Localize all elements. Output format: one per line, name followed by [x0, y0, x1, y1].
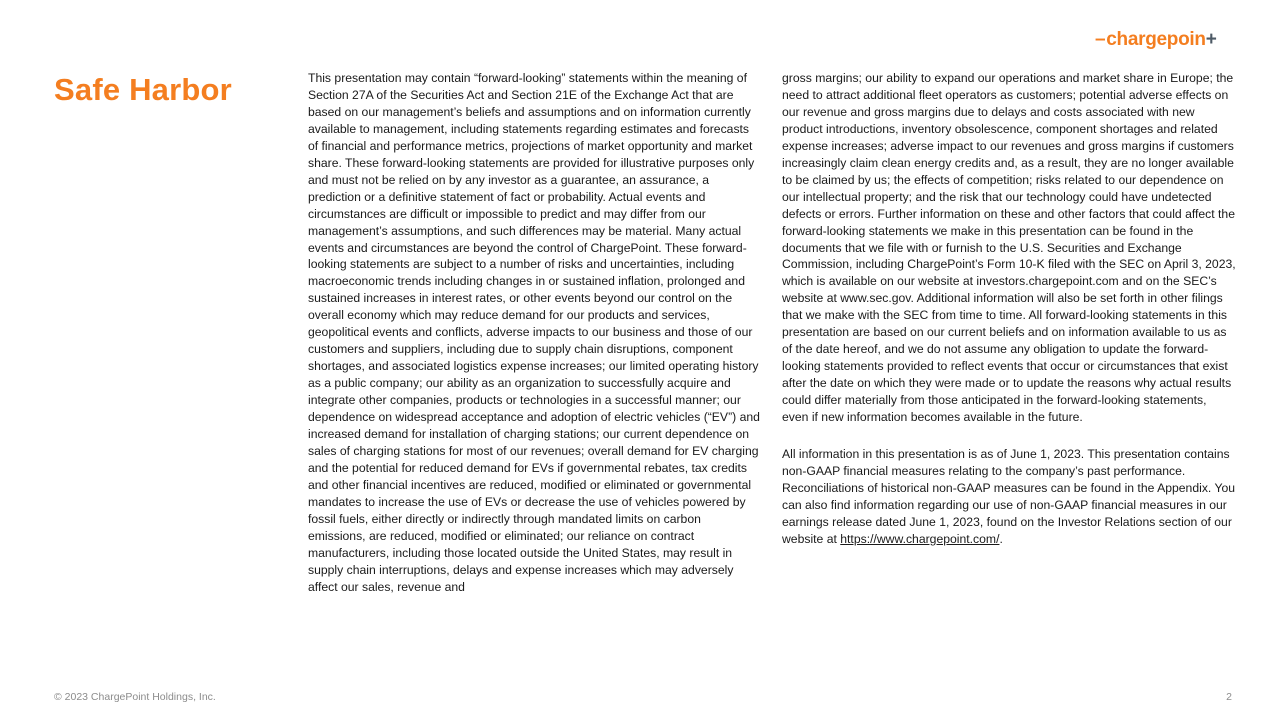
chargepoint-logo — [1095, 28, 1216, 52]
logo-dash: – — [1095, 29, 1106, 50]
logo-wordmark: chargepoin — [1106, 29, 1206, 50]
disclaimer-paragraph-left: This presentation may contain “forward-looking” statements within the meaning of Section 27A of the Securities Act and Section 21E of the Exchange Act that are based on our management’s beliefs and assumptions and on information currently available to management, including statements regarding estimates and forecasts of financial and performance metrics, projections of market opportunity and market share. These forward-looking statements are provided for illustrative purposes only and must not be relied on by any investor as a guarantee, an assurance, a prediction or a definitive statement of fact or probability. Actual events and circumstances are difficult or impossible to predict and may differ from our management’s assumptions, and such differences may be material. Many actual events and circumstances are beyond the control of ChargePoint. These forward-looking statements are subject to a number of risks and uncertainties, including macroeconomic trends including changes in or sustained inflation, prolonged and sustained increases in interest rates, or other events beyond our control on the overall economy which may reduce demand for our products and services, geopolitical events and conflicts, adverse impacts to our business and those of our customers and suppliers, including due to supply chain disruptions, component shortages, and associated logistics expense increases; our limited operating history as a public company; our ability as an organization to successfully acquire and integrate other companies, products or technologies in a successful manner; our dependence on widespread acceptance and adoption of electric vehicles (“EV”) and increased demand for installation of charging stations; our current dependence on sales of charging stations for most of our revenues; overall demand for EV charging and the potential for reduced demand for EVs if governmental rebates, tax credits and other financial incentives are reduced, modified or eliminated or governmental mandates to increase the use of EVs or decrease the use of vehicles powered by fossil fuels, either directly or indirectly through mandated limits on carbon emissions, are reduced, modified or eliminated; our reliance on contract manufacturers, including those located outside the United States, may result in supply chain interruptions, delays and expense increases which may adversely affect our sales, revenue and — [308, 71, 760, 594]
page-title: Safe Harbor — [54, 72, 232, 107]
disclaimer-column-left — [308, 70, 760, 596]
link-suffix: . — [999, 531, 1003, 546]
page-number: 2 — [1226, 691, 1232, 703]
non-gaap-text: All information in this presentation is as of June 1, 2023. This presentation contains non-GAAP financial measures relating to the company’s past performance. Reconciliations of historical non-GAAP measures can be found in the Appendix. You can also find information regarding our use of non-GAAP financial measures in our earnings release dated June 1, 2023, found on the Investor Relations section of our website at — [782, 447, 1236, 546]
non-gaap-paragraph — [782, 446, 1236, 548]
chargepoint-website-link[interactable]: https://www.chargepoint.com/ — [840, 531, 1000, 546]
logo-plus-icon: + — [1205, 29, 1217, 50]
disclaimer-paragraph-right: gross margins; our ability to expand our operations and market share in Europe; the need to attract additional fleet operators as customers; potential adverse effects on our revenue and gross margins due to delays and costs associated with new product introductions, inventory obsolescence, component shortages and related expense increases; adverse impact to our revenues and gross margins if customers increasingly claim clean energy credits and, as a result, they are no longer available to be claimed by us; the effects of competition; risks related to our dependence on our intellectual property; and the risk that our technology could have undetected defects or errors. Further information on these and other factors that could affect the forward-looking statements we make in this presentation can be found in the documents that we file with or furnish to the U.S. Securities and Exchange Commission, including ChargePoint’s Form 10-K filed with the SEC on April 3, 2023, which is available on our website at investors.chargepoint.com and on the SEC’s website at www.sec.gov. Additional information will also be set forth in other filings that we make with the SEC from time to time. All forward-looking statements in this presentation are based on our current beliefs and on information available to us as of the date hereof, and we do not assume any obligation to update the forward-looking statements provided to reflect events that occur or circumstances that exist after the date on which they were made or to update the reasons why actual results could differ materially from those anticipated in the forward-looking statements, even if new information becomes available in the future. — [782, 71, 1236, 425]
copyright-footer: © 2023 ChargePoint Holdings, Inc. — [54, 691, 216, 703]
disclaimer-column-right — [782, 70, 1236, 548]
